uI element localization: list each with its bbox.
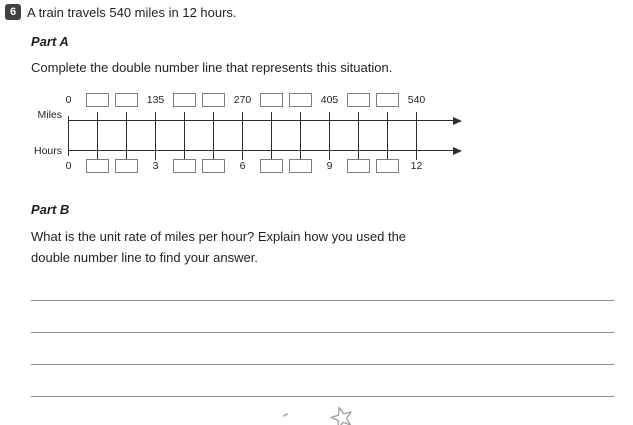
miles-answer-box-11[interactable] [376, 93, 399, 107]
miles-axis-label: Miles [37, 109, 62, 121]
part-a-title: Part A [31, 34, 69, 49]
tick-mark [416, 112, 417, 160]
question-text: A train travels 540 miles in 12 hours. [27, 5, 237, 20]
miles-answer-box-8[interactable] [289, 93, 312, 107]
tick-mark [184, 112, 185, 160]
tick-mark [300, 112, 301, 160]
miles-value-label: 0 [65, 93, 72, 106]
hours-answer-box-8[interactable] [289, 159, 312, 173]
miles-answer-box-10[interactable] [347, 93, 370, 107]
hours-arrowhead-icon [453, 147, 462, 155]
part-a-prompt: Complete the double number line that represents this situation. [31, 60, 393, 75]
tick-mark [329, 112, 330, 160]
tick-mark [242, 112, 243, 160]
miles-value-label: 540 [407, 93, 426, 106]
answer-line[interactable] [31, 300, 614, 302]
answer-line[interactable] [31, 332, 614, 334]
hours-value-label: 9 [326, 160, 333, 172]
tick-mark [358, 112, 359, 160]
miles-answer-box-2[interactable] [115, 93, 138, 107]
hours-answer-box-1[interactable] [86, 159, 109, 173]
part-b-title: Part B [31, 202, 70, 217]
hours-answer-box-5[interactable] [202, 159, 225, 173]
miles-answer-box-4[interactable] [173, 93, 196, 107]
tick-mark [213, 112, 214, 160]
hours-value-label: 6 [239, 160, 246, 172]
miles-answer-box-1[interactable] [86, 93, 109, 107]
tick-mark [271, 112, 272, 160]
miles-value-label: 270 [233, 93, 252, 106]
part-b-prompt [31, 226, 406, 268]
tick-mark [97, 112, 98, 160]
answer-line[interactable] [31, 364, 614, 366]
part-b-prompt-line-2: double number line to find your answer. [31, 250, 258, 265]
miles-answer-box-5[interactable] [202, 93, 225, 107]
miles-arrowhead-icon [453, 117, 462, 125]
hours-value-label: 12 [410, 160, 423, 172]
question-number-badge: 6 [5, 4, 21, 20]
hours-value-label: 3 [152, 160, 159, 172]
tick-mark [387, 112, 388, 160]
miles-answer-box-7[interactable] [260, 93, 283, 107]
tick-mark [155, 112, 156, 160]
hours-answer-box-2[interactable] [115, 159, 138, 173]
miles-value-label: 405 [320, 93, 339, 106]
miles-value-label: 135 [146, 93, 165, 106]
hours-value-label: 0 [65, 160, 72, 172]
hours-answer-box-11[interactable] [376, 159, 399, 173]
tick-mark [126, 112, 127, 160]
hours-answer-box-7[interactable] [260, 159, 283, 173]
answer-line[interactable] [31, 396, 614, 398]
hours-axis-label: Hours [33, 144, 62, 157]
hours-answer-box-4[interactable] [173, 159, 196, 173]
tick-mark [68, 116, 69, 156]
part-b-prompt-line-1: What is the unit rate of miles per hour? Explain how you used the [31, 229, 407, 244]
hours-answer-box-10[interactable] [347, 159, 370, 173]
